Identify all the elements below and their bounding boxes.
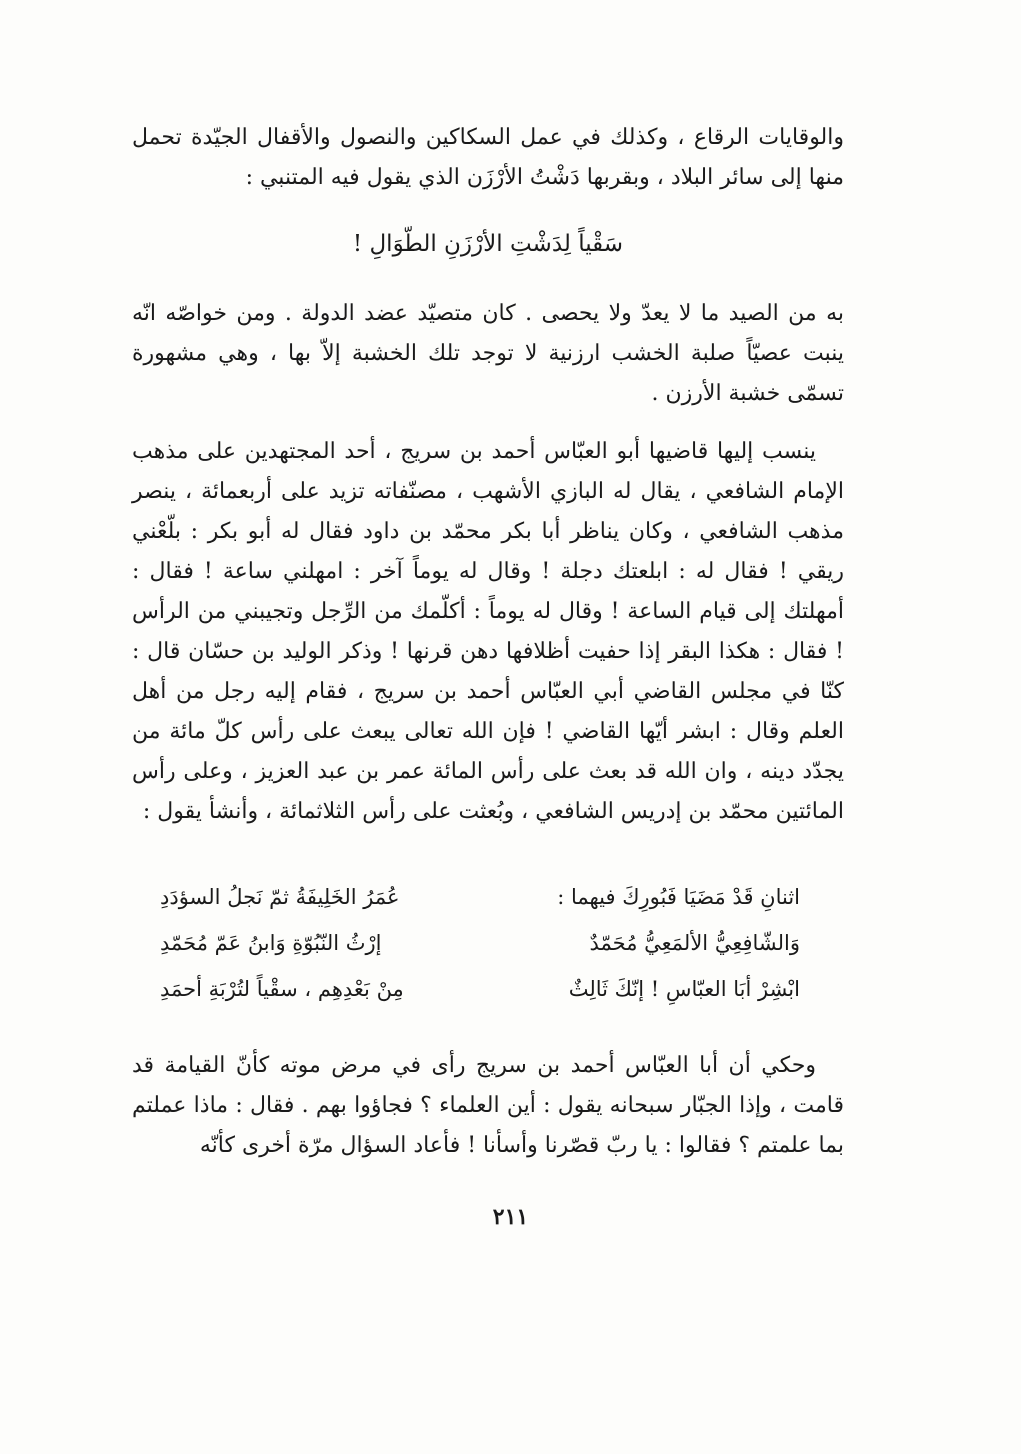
- poem-hemistich-second: مِنْ بَعْدِهِم ، سقْياً لتُرْبَةِ أحمَدِ: [160, 977, 404, 1001]
- paragraph-dasht-arzan: به من الصيد ما لا يعدّ ولا يحصى . كان متصيّد عضد الدولة . ومن خواصّه انّه ينبت عصيّاً صلبة الخشب ارزنية لا توجد تلك الخشبة إلاّ بها ، وهي مشهورة تسمّى خشبة الأرزن .: [132, 301, 844, 406]
- poem-hemistich-first: ابْشِرْ أبَا العبّاسِ ! إنّكَ ثَالِثٌ: [568, 977, 800, 1001]
- poem-hemistich-second: إرْثُ النّبُوّةِ وَابنُ عَمّ مُحَمّدِ: [160, 931, 382, 955]
- poem-line: [160, 966, 800, 1012]
- poem-line: [160, 920, 800, 966]
- paragraph-craftsmanship: والوقايات الرقاع ، وكذلك في عمل السكاكين والنصول والأقفال الجيّدة تحمل منها إلى سائر البلاد ، وبقربها دَشْتُ الأرْزَن الذي يقول فيه المتنبي :: [132, 125, 844, 190]
- mutanabbi-verse: سَقْياً لِدَشْتِ الأرْزَنِ الطّوَالِ !: [352, 231, 624, 257]
- paragraph-dream: وحكي أن أبا العبّاس أحمد بن سريج رأى في مرض موته كأنّ القيامة قد قامت ، وإذا الجبّار سبحانه يقول : أين العلماء ؟ فجاؤوا بهم . فقال : ماذا عملتم بما علمتم ؟ فقالوا : يا ربّ قصّرنا وأسأنا ! فأعاد السؤال مرّة أخرى كأنّه: [132, 1053, 844, 1158]
- poem-line: [160, 874, 800, 920]
- poem-hemistich-first: وَالشّافِعِيُّ الألمَعِيُّ مُحَمّدٌ: [589, 931, 800, 955]
- page-number: ٢١١: [492, 1204, 529, 1230]
- poem: [160, 874, 800, 1012]
- poem-hemistich-first: اثنانِ قَدْ مَضَيَا فَبُورِكَ فيهما :: [557, 885, 800, 909]
- paragraph-ibn-surayj: ينسب إليها قاضيها أبو العبّاس أحمد بن سريج ، أحد المجتهدين على مذهب الإمام الشافعي ، يقال له البازي الأشهب ، مصنّفاته تزيد على أربعمائة ، ينصر مذهب الشافعي ، وكان يناظر أبا بكر محمّد بن داود فقال له أبو بكر : بلّعْني ريقي ! فقال له : ابلعتك دجلة ! وقال له يوماً آخر : امهلني ساعة ! فقال : أمهلتك إلى قيام الساعة ! وقال له يوماً : أكلّمك من الرِّجل وتجيبني من الرأس ! فقال : هكذا البقر إذا حفيت أظلافها دهن قرنها ! وذكر الوليد بن حسّان قال : كنّا في مجلس القاضي أبي العبّاس أحمد بن سريج ، فقام إليه رجل من أهل العلم وقال : ابشر أيّها القاضي ! فإن الله تعالى يبعث على رأس كلّ مائة من يجدّد دينه ، وان الله قد بعث على رأس المائة عمر بن عبد العزيز ، وعلى رأس المائتين محمّد بن إدريس الشافعي ، وبُعثت على رأس الثلاثمائة ، وأنشأ يقول :: [132, 439, 844, 824]
- poem-hemistich-second: عُمَرُ الخَلِيفَةُ ثمّ نَجلُ السؤدَدِ: [160, 885, 400, 909]
